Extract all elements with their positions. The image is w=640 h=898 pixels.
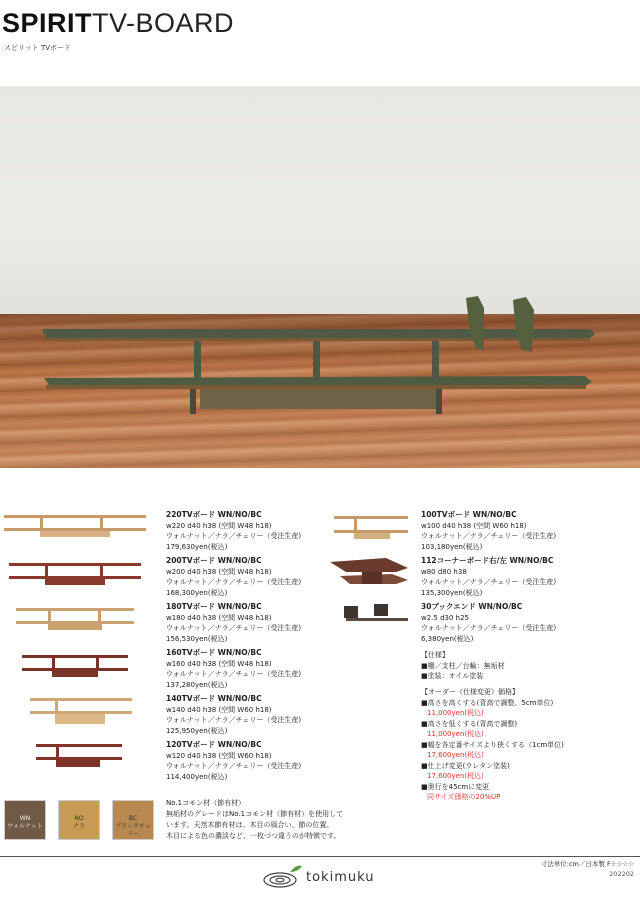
product-name: 30ブックエンド WN/NO/BC	[421, 602, 523, 611]
product-name: 100TVボード WN/NO/BC	[421, 510, 517, 519]
spec-line: ■棚／支柱／台輪：無垢材	[421, 661, 505, 670]
thumb-100	[334, 516, 408, 539]
product-160	[166, 648, 301, 690]
order-item: ■高さを高くする(背高で調整、5cm単位)	[421, 698, 554, 707]
thumb-corner	[330, 558, 408, 584]
order-price: 11,000yen(税込)	[427, 730, 484, 738]
wood-note-line: 木目による色の濃淡など、一枚づつ違うのが特徴です。	[166, 832, 341, 840]
product-woods: ウォルナット／ナラ／チェリー（受注生産)	[166, 716, 302, 724]
swatch-cherry	[112, 800, 154, 840]
thumb-180	[16, 608, 134, 630]
product-220	[166, 510, 301, 552]
swatch-oak	[58, 800, 100, 840]
product-price: 135,300yen(税込)	[421, 588, 483, 597]
doc-code: 202202	[609, 870, 634, 878]
wood-note-line: います。天然木節有材は、木目の風合い、節の位置、	[166, 821, 334, 829]
product-woods: ウォルナット／ナラ／チェリー（受注生産)	[166, 532, 302, 540]
wood-note	[166, 798, 343, 842]
product-dims: w200 d40 h38 (空間 W48 h18)	[166, 567, 272, 576]
order-item: ■奥行を45cmに変更	[421, 782, 490, 791]
swatch-name: ウォルナット	[7, 823, 43, 830]
spec-heading: 【仕様】	[421, 651, 449, 659]
product-140	[166, 694, 301, 736]
product-price: 125,950yen(税込)	[166, 726, 228, 735]
thumb-220	[4, 515, 146, 537]
product-120	[166, 740, 301, 782]
thumb-bookend	[344, 604, 408, 621]
swatch-code: WN	[19, 815, 31, 822]
product-dims: w2.5 d30 h25	[421, 613, 470, 622]
product-woods: ウォルナット／ナラ／チェリー（受注生産)	[166, 762, 302, 770]
product-woods: ウォルナット／ナラ／チェリー（受注生産)	[166, 624, 302, 632]
product-price: 6,380yen(税込)	[421, 634, 474, 643]
product-corner	[421, 556, 556, 598]
product-thumbnails-left	[0, 510, 160, 770]
page-subtitle: スピリット TVボード	[4, 44, 72, 52]
spec-block	[421, 650, 505, 682]
product-thumbnails-right	[326, 510, 416, 630]
thumb-120	[36, 744, 122, 767]
order-item: ■仕上げ変更(ウレタン塗装)	[421, 761, 510, 770]
product-200	[166, 556, 301, 598]
page-title	[2, 8, 234, 39]
thumb-140	[30, 698, 132, 724]
order-price: 17,600yen(税込)	[427, 751, 484, 759]
footer-divider	[0, 856, 640, 857]
product-price: 179,630yen(税込)	[166, 542, 228, 551]
order-price: 17,600yen(税込)	[427, 772, 484, 780]
tokimuku-logo-icon	[262, 862, 306, 890]
wood-note-heading: No.1コモン材（節有材）	[166, 799, 246, 807]
product-dims: w180 d40 h38 (空間 W48 h18)	[166, 613, 272, 622]
product-woods: ウォルナット／ナラ／チェリー（受注生産)	[421, 624, 557, 632]
product-price: 168,300yen(税込)	[166, 588, 228, 597]
order-price: 同サイズ価格の20%UP	[427, 793, 501, 801]
product-woods: ウォルナット／ナラ／チェリー（受注生産)	[421, 532, 557, 540]
wood-note-line: 無垢材のグレードはNo.1コモン材（節有材）を使用して	[166, 810, 344, 818]
product-name: 140TVボード WN/NO/BC	[166, 694, 262, 703]
spec-line: ■塗装：オイル塗装	[421, 672, 484, 680]
swatch-name: ブラックチェリー	[115, 823, 151, 838]
thumb-200	[9, 563, 141, 585]
product-dims: w140 d40 h38 (空間 W60 h18)	[166, 705, 272, 714]
unit-note: 寸法単位:cm／日本製 F☆☆☆☆	[540, 860, 634, 868]
product-woods: ウォルナット／ナラ／チェリー（受注生産)	[166, 578, 302, 586]
title-light: TV-BOARD	[92, 8, 235, 38]
product-price: 156,530yen(税込)	[166, 634, 228, 643]
order-block	[421, 687, 564, 803]
product-name: 220TVボード WN/NO/BC	[166, 510, 262, 519]
product-bookend	[421, 602, 556, 644]
brand-name: tokimuku	[306, 870, 375, 885]
swatch-code: BC	[128, 815, 138, 822]
product-180	[166, 602, 301, 644]
product-name: 160TVボード WN/NO/BC	[166, 648, 262, 657]
order-item: ■高さを低くする(背高で調整)	[421, 719, 518, 728]
product-dims: w220 d40 h38 (空間 W48 h18)	[166, 521, 272, 530]
product-name: 112コーナーボード右/左 WN/NO/BC	[421, 556, 554, 565]
order-price: 11,000yen(税込)	[427, 709, 484, 717]
product-price: 103,180yen(税込)	[421, 542, 483, 551]
tv-board-illustration	[0, 86, 640, 468]
order-item: ■幅を各定番サイズより狭くする（1cm単位)	[421, 740, 564, 749]
product-woods: ウォルナット／ナラ／チェリー（受注生産)	[421, 578, 557, 586]
product-dims: w100 d40 h38 (空間 W60 h18)	[421, 521, 527, 530]
product-dims: w160 d40 h38 (空間 W48 h18)	[166, 659, 272, 668]
product-woods: ウォルナット／ナラ／チェリー（受注生産)	[166, 670, 302, 678]
swatch-code: NO	[74, 815, 84, 822]
product-price: 137,280yen(税込)	[166, 680, 228, 689]
product-dims: w120 d40 h38 (空間 W60 h18)	[166, 751, 272, 760]
swatch-walnut	[4, 800, 46, 840]
swatch-name: ナラ	[72, 823, 85, 830]
product-name: 180TVボード WN/NO/BC	[166, 602, 262, 611]
product-dims: w80 d80 h38	[421, 567, 467, 576]
order-heading: 【オーダー（仕様変更）価格】	[421, 688, 519, 696]
product-name: 120TVボード WN/NO/BC	[166, 740, 262, 749]
product-name: 200TVボード WN/NO/BC	[166, 556, 262, 565]
title-bold: SPIRIT	[2, 8, 93, 38]
hero-photo	[0, 86, 640, 468]
product-100	[421, 510, 556, 552]
product-price: 114,400yen(税込)	[166, 772, 228, 781]
thumb-160	[22, 655, 128, 677]
